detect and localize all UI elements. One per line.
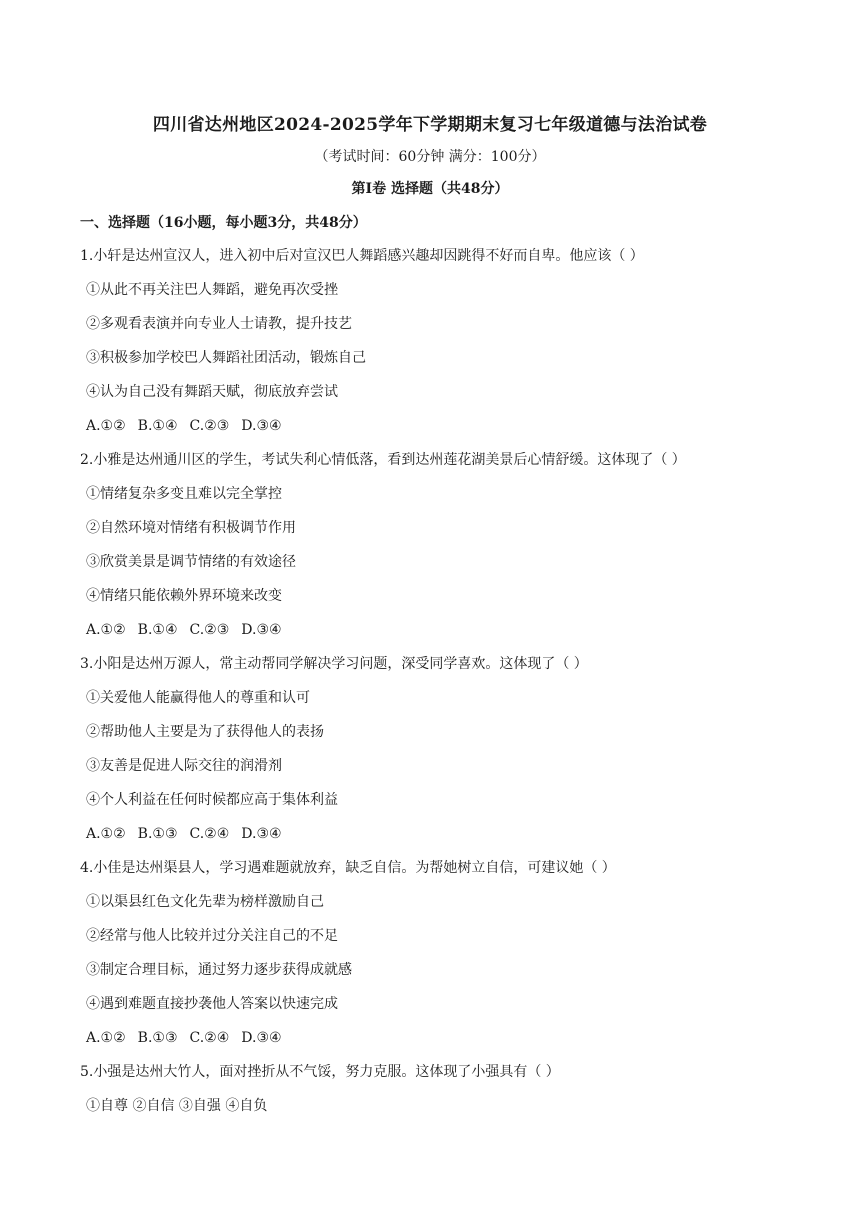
question-option: ①自尊 ②自信 ③自强 ④自负 [86,1098,268,1114]
question-stem: 4.小佳是达州渠县人，学习遇难题就放弃，缺乏自信。为帮她树立自信，可建议她（ ） [80,860,616,876]
answer-choices [86,824,294,844]
answer-choice-b: B.①③ [137,1030,178,1046]
exam-info: （考试时间：60分钟 满分：100分） [314,149,546,165]
answer-choice-c: C.②③ [189,622,230,638]
question-stem: 1.小轩是达州宣汉人，进入初中后对宣汉巴人舞蹈感兴趣却因跳得不好而自卑。他应该（ ） [80,248,644,264]
answer-choice-a: A.①② [86,826,126,842]
question-option: ②经常与他人比较并过分关注自己的不足 [86,928,338,944]
answer-choice-d: D.③④ [241,622,282,638]
answer-choices [86,1028,294,1048]
question-option: ①以渠县红色文化先辈为榜样激励自己 [86,894,324,910]
page-title: 四川省达州地区2024-2025学年下学期期末复习七年级道德与法治试卷 [152,115,708,135]
question-option: ③欣赏美景是调节情绪的有效途径 [86,554,296,570]
question-option: ④情绪只能依赖外界环境来改变 [86,588,282,604]
question-option: ②帮助他人主要是为了获得他人的表扬 [86,724,324,740]
question-option: ①从此不再关注巴人舞蹈，避免再次受挫 [86,282,338,298]
question-option: ④个人利益在任何时候都应高于集体利益 [86,792,338,808]
answer-choice-a: A.①② [86,1030,126,1046]
answer-choice-b: B.①④ [137,418,178,434]
answer-choice-d: D.③④ [241,418,282,434]
answer-choice-c: C.②④ [189,826,230,842]
question-option: ③友善是促进人际交往的润滑剂 [86,758,282,774]
answer-choice-b: B.①④ [137,622,178,638]
question-option: ①关爱他人能赢得他人的尊重和认可 [86,690,310,706]
question-stem: 2.小雅是达州通川区的学生，考试失利心情低落，看到达州莲花湖美景后心情舒缓。这体现了（ ） [80,452,686,468]
answer-choices [86,416,294,436]
answer-choice-b: B.①③ [137,826,178,842]
answer-choice-a: A.①② [86,418,126,434]
question-option: ②多观看表演并向专业人士请教，提升技艺 [86,316,352,332]
question-option: ①情绪复杂多变且难以完全掌控 [86,486,282,502]
answer-choices [86,620,294,640]
answer-choice-d: D.③④ [241,1030,282,1046]
question-option: ③积极参加学校巴人舞蹈社团活动，锻炼自己 [86,350,366,366]
answer-choice-d: D.③④ [241,826,282,842]
question-stem: 3.小阳是达州万源人，常主动帮同学解决学习问题，深受同学喜欢。这体现了（ ） [80,656,588,672]
answer-choice-a: A.①② [86,622,126,638]
question-option: ④认为自己没有舞蹈天赋，彻底放弃尝试 [86,384,338,400]
question-stem: 5.小强是达州大竹人，面对挫折从不气馁，努力克服。这体现了小强具有（ ） [80,1064,560,1080]
answer-choice-c: C.②③ [189,418,230,434]
section-heading: 一、选择题（16小题，每小题3分，共48分） [80,215,367,231]
answer-choice-c: C.②④ [189,1030,230,1046]
part-heading: 第Ⅰ卷 选择题（共48分） [351,181,509,197]
question-option: ④遇到难题直接抄袭他人答案以快速完成 [86,996,338,1012]
question-option: ②自然环境对情绪有积极调节作用 [86,520,296,536]
question-option: ③制定合理目标，通过努力逐步获得成就感 [86,962,352,978]
